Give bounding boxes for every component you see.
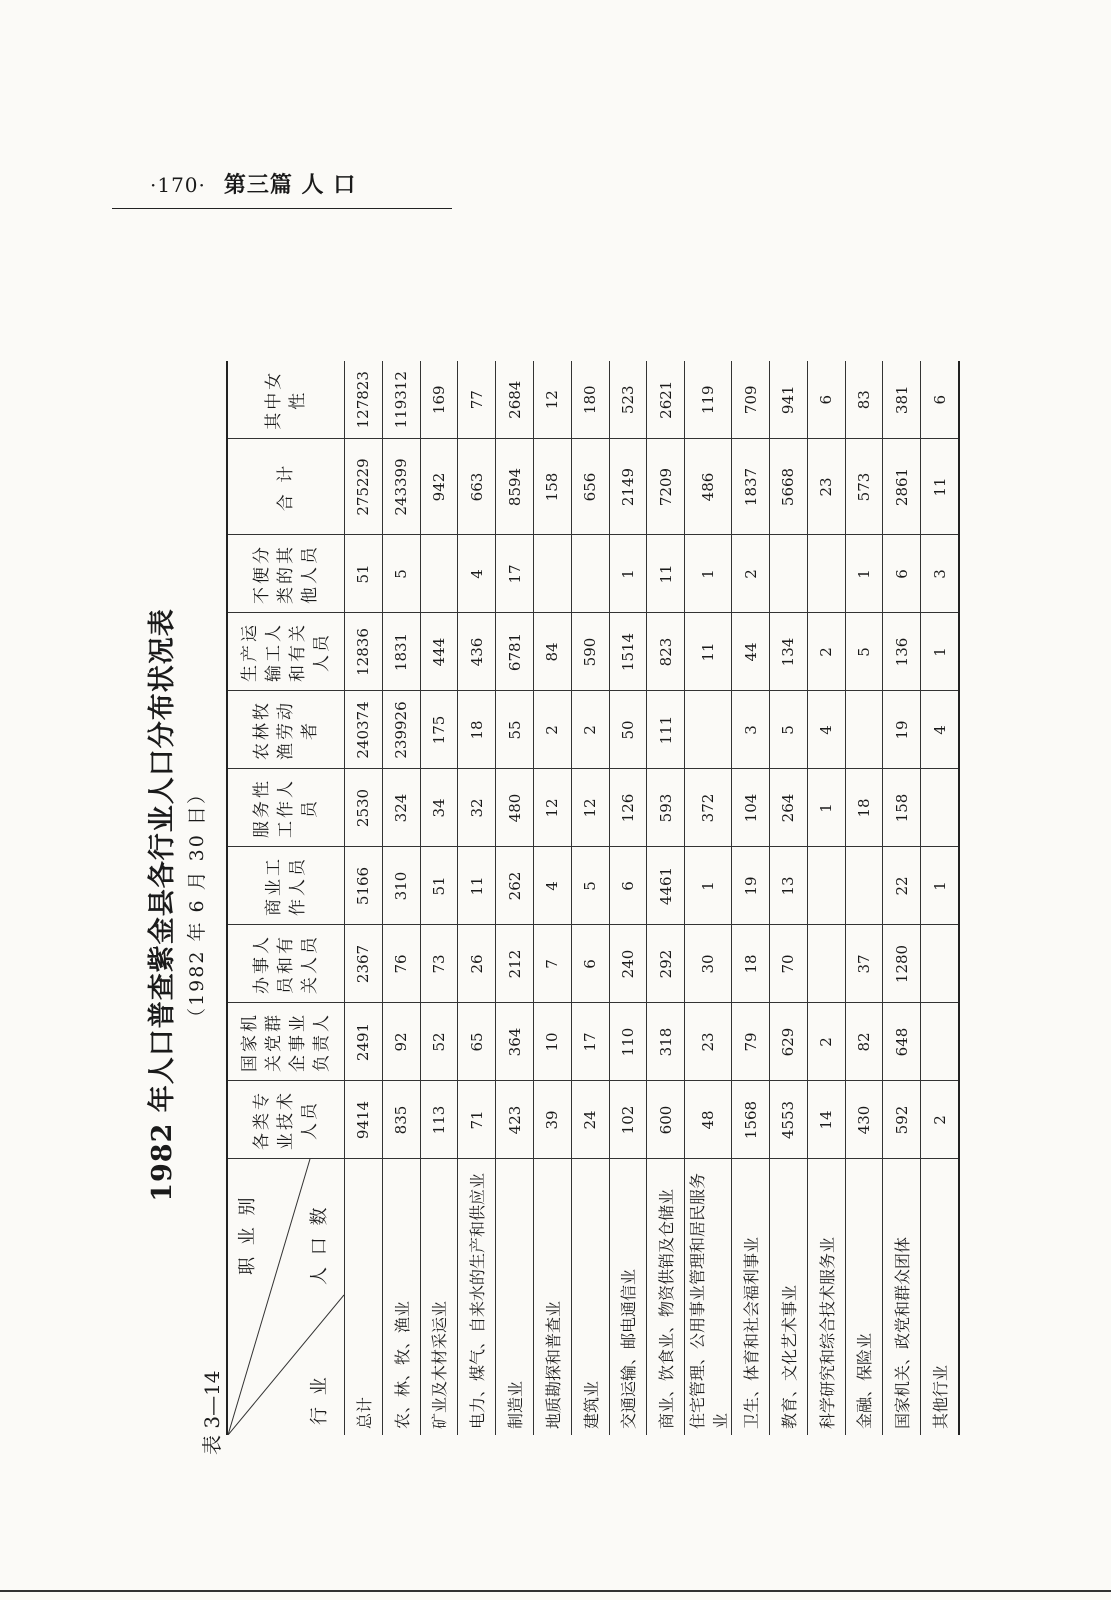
table-cell: 104 [732,769,770,847]
table-cell: 7 [533,925,571,1003]
table-cell: 79 [732,1003,770,1081]
table-cell: 65 [458,1003,496,1081]
table-cell: 3 [921,535,959,613]
table-cell: 2491 [345,1003,383,1081]
table-cell: 573 [845,439,883,535]
col-header-2: 办事人员和有关人员 [227,925,345,1003]
corner-industry-label: 行 业 [309,1374,330,1425]
table-row [345,361,383,1435]
table-cell: 18 [845,769,883,847]
table-cell: 275229 [345,439,383,535]
table-cell: 1 [921,613,959,691]
table-cell [769,535,807,613]
table-cell: 4 [807,691,845,769]
table-cell: 158 [533,439,571,535]
table-cell: 134 [769,613,807,691]
table-cell: 6 [921,361,959,439]
table-cell: 19 [883,691,921,769]
table-cell: 1837 [732,439,770,535]
table-cell: 5668 [769,439,807,535]
table-cell: 590 [571,613,609,691]
table-cell: 92 [382,1003,420,1081]
table-cell: 1514 [609,613,647,691]
table-cell: 1 [921,847,959,925]
table-cell: 110 [609,1003,647,1081]
table-cell: 2530 [345,769,383,847]
table-cell: 44 [732,613,770,691]
table-cell: 1568 [732,1081,770,1159]
table-cell: 240374 [345,691,383,769]
table-cell [921,925,959,1003]
table-cell: 14 [807,1081,845,1159]
table-cell: 239926 [382,691,420,769]
table-cell: 11 [921,439,959,535]
row-label: 农、林、牧、渔业 [382,1159,420,1435]
table-cell: 12 [533,769,571,847]
table-cell: 127823 [345,361,383,439]
table-cell: 942 [420,439,458,535]
table-cell: 52 [420,1003,458,1081]
table-cell: 5166 [345,847,383,925]
table-row [685,361,732,1435]
table-cell: 30 [685,925,732,1003]
table-row [420,361,458,1435]
table-cell: 310 [382,847,420,925]
table-cell [685,691,732,769]
table-cell: 76 [382,925,420,1003]
table-cell: 6781 [496,613,534,691]
table-cell [921,769,959,847]
table-row [769,361,807,1435]
table-cell: 51 [420,847,458,925]
table-cell: 102 [609,1081,647,1159]
table-cell: 73 [420,925,458,1003]
col-header-4: 服务性工作人员 [227,769,345,847]
table-cell: 23 [685,1003,732,1081]
corner-occupation-label: 职 业 别 [237,1194,258,1275]
table-cell: 1 [685,535,732,613]
table-cell: 70 [769,925,807,1003]
table-cell [807,925,845,1003]
table-cell: 5 [571,847,609,925]
table-cell: 1831 [382,613,420,691]
table-row [732,361,770,1435]
table-cell [807,847,845,925]
table-cell: 600 [647,1081,685,1159]
table-cell: 55 [496,691,534,769]
row-label: 教育、文化艺术事业 [769,1159,807,1435]
table-cell: 48 [685,1081,732,1159]
table-cell: 1280 [883,925,921,1003]
corner-header-cell [227,1159,345,1435]
table-cell: 656 [571,439,609,535]
row-label: 卫生、体育和社会福利事业 [732,1159,770,1435]
table-cell [845,847,883,925]
table-cell: 2861 [883,439,921,535]
table-cell: 372 [685,769,732,847]
row-label: 国家机关、政党和群众团体 [883,1159,921,1435]
table-cell: 212 [496,925,534,1003]
col-header-9: 其中女性 [227,361,345,439]
table-cell: 119312 [382,361,420,439]
table-cell: 423 [496,1081,534,1159]
table-cell [807,535,845,613]
table-row [921,361,959,1435]
table-cell: 34 [420,769,458,847]
table-cell: 12836 [345,613,383,691]
table-cell: 32 [458,769,496,847]
table-cell: 119 [685,361,732,439]
industry-population-table [226,361,960,1435]
table-row [609,361,647,1435]
table-cell: 71 [458,1081,496,1159]
table-cell: 23 [807,439,845,535]
col-header-8: 合 计 [227,439,345,535]
row-label: 科学研究和综合技术服务业 [807,1159,845,1435]
table-cell [571,535,609,613]
table-cell: 941 [769,361,807,439]
table-cell: 523 [609,361,647,439]
row-label: 总计 [345,1159,383,1435]
table-cell: 17 [496,535,534,613]
row-label: 交通运输、邮电通信业 [609,1159,647,1435]
col-header-7: 不便分类的其他人员 [227,535,345,613]
table-cell [845,691,883,769]
table-cell [533,535,571,613]
table-cell: 264 [769,769,807,847]
table-cell: 2 [571,691,609,769]
table-cell: 629 [769,1003,807,1081]
table-cell: 12 [533,361,571,439]
col-header-0: 各类专业技术人员 [227,1081,345,1159]
row-label: 建筑业 [571,1159,609,1435]
table-cell: 7209 [647,439,685,535]
table-row [807,361,845,1435]
table-cell: 22 [883,847,921,925]
table-cell: 9414 [345,1081,383,1159]
corner-population-label: 人 口 数 [309,1204,330,1285]
table-cell: 324 [382,769,420,847]
table-cell: 136 [883,613,921,691]
table-cell: 158 [883,769,921,847]
table-cell: 436 [458,613,496,691]
table-cell: 593 [647,769,685,847]
header-row [227,361,345,1435]
col-header-5: 农林牧渔劳动者 [227,691,345,769]
row-label: 电力、煤气、自来水的生产和供应业 [458,1159,496,1435]
table-cell: 2149 [609,439,647,535]
table-cell: 243399 [382,439,420,535]
table-cell: 83 [845,361,883,439]
table-cell: 19 [732,847,770,925]
table-cell [420,535,458,613]
table-cell: 2 [921,1081,959,1159]
page-header [150,168,410,199]
page-number: ·170· [150,173,206,197]
table-cell: 18 [458,691,496,769]
table-cell: 37 [845,925,883,1003]
table-cell: 2 [732,535,770,613]
row-label: 商业、饮食业、物资供销及仓储业 [647,1159,685,1435]
table-cell: 82 [845,1003,883,1081]
table-cell: 51 [345,535,383,613]
table-cell: 17 [571,1003,609,1081]
table-row [382,361,420,1435]
table-cell: 111 [647,691,685,769]
table-cell: 18 [732,925,770,1003]
table-cell: 50 [609,691,647,769]
table-cell: 364 [496,1003,534,1081]
table-cell: 13 [769,847,807,925]
table-row [883,361,921,1435]
table-cell: 381 [883,361,921,439]
table-cell: 430 [845,1081,883,1159]
table-row [533,361,571,1435]
table-cell: 4 [458,535,496,613]
table-cell: 175 [420,691,458,769]
table-cell: 8594 [496,439,534,535]
table-cell: 1 [685,847,732,925]
section-title: 第三篇 人 口 [223,172,357,198]
table-cell: 4553 [769,1081,807,1159]
table-cell: 4 [921,691,959,769]
table-cell: 169 [420,361,458,439]
table-cell: 4461 [647,847,685,925]
table-cell: 1 [845,535,883,613]
table-row [571,361,609,1435]
table-cell: 6 [883,535,921,613]
table-cell [921,1003,959,1081]
table-cell: 292 [647,925,685,1003]
table-cell: 11 [685,613,732,691]
table-cell: 2 [807,613,845,691]
table-row [458,361,496,1435]
table-body [345,361,959,1435]
table-cell: 480 [496,769,534,847]
page-edge-rule [0,1590,1111,1592]
table-cell: 180 [571,361,609,439]
rotated-table-block [140,215,970,1455]
table-cell: 5 [845,613,883,691]
table-cell: 3 [732,691,770,769]
table-cell: 126 [609,769,647,847]
table-cell: 835 [382,1081,420,1159]
table-cell: 444 [420,613,458,691]
table-row [496,361,534,1435]
table-cell: 663 [458,439,496,535]
table-cell: 2621 [647,361,685,439]
table-cell: 823 [647,613,685,691]
table-cell: 318 [647,1003,685,1081]
table-cell: 84 [533,613,571,691]
table-number: 表 3—14 [200,1370,224,1455]
table-cell: 2 [807,1003,845,1081]
row-label: 制造业 [496,1159,534,1435]
col-header-1: 国家机关党群企事业负责人 [227,1003,345,1081]
table-cell: 10 [533,1003,571,1081]
table-cell: 2367 [345,925,383,1003]
table-cell: 2684 [496,361,534,439]
table-title: 1982 年人口普查紫金县各行业人口分布状况表 [147,608,178,1202]
table-cell: 1 [807,769,845,847]
table-cell: 6 [571,925,609,1003]
table-cell: 5 [382,535,420,613]
table-subtitle: （1982 年 6 月 30 日） [186,783,208,1027]
table-cell: 11 [458,847,496,925]
row-label: 住宅管理、公用事业管理和居民服务业 [685,1159,732,1435]
table-row [647,361,685,1435]
header-rule [112,208,452,209]
table-cell: 240 [609,925,647,1003]
table-cell: 6 [807,361,845,439]
row-label: 其他行业 [921,1159,959,1435]
table-cell: 592 [883,1081,921,1159]
table-cell: 77 [458,361,496,439]
table-cell: 26 [458,925,496,1003]
row-label: 矿业及木材采运业 [420,1159,458,1435]
table-row [845,361,883,1435]
table-cell: 39 [533,1081,571,1159]
table-cell: 11 [647,535,685,613]
table-cell: 12 [571,769,609,847]
table-cell: 1 [609,535,647,613]
table-cell: 262 [496,847,534,925]
table-cell: 24 [571,1081,609,1159]
table-cell: 113 [420,1081,458,1159]
table-cell: 2 [533,691,571,769]
table-cell: 6 [609,847,647,925]
table-cell: 486 [685,439,732,535]
table-cell: 5 [769,691,807,769]
table-cell: 648 [883,1003,921,1081]
row-label: 地质勘探和普查业 [533,1159,571,1435]
table-cell: 4 [533,847,571,925]
col-header-3: 商业工作人员 [227,847,345,925]
row-label: 金融、保险业 [845,1159,883,1435]
table-cell: 709 [732,361,770,439]
col-header-6: 生产运输工人和有关人员 [227,613,345,691]
